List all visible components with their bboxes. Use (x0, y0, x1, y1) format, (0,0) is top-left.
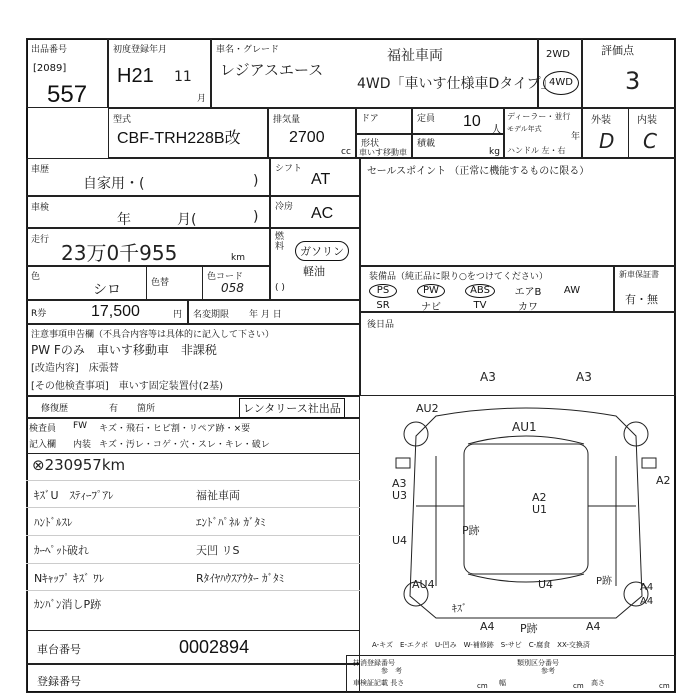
mark-a3u3: A3 U3 (392, 477, 408, 502)
equip-ps: PS (369, 284, 397, 298)
model-year-unit: 年 (571, 132, 581, 142)
rule-line (26, 507, 360, 508)
inspection-row (26, 196, 270, 228)
mark-a3-top: A3 (480, 370, 496, 384)
name-change-value: 年 月 日 (249, 310, 282, 320)
size-label: 車検証記載 長さ (353, 679, 405, 687)
diagram-legend: A-キズ E-エクボ U-凹み W-補修跡 S-サビ C-腐食 XX-交換済 (372, 641, 590, 649)
reg-number-label: 登録番号 (37, 675, 81, 688)
equip-abs: ABS (465, 284, 495, 298)
repair-value: 有 (109, 404, 119, 414)
hand-mileage: ⊗230957km (32, 456, 126, 474)
chassis-row (26, 630, 360, 664)
dealer-box (504, 108, 582, 158)
exterior-label: 外装 (591, 115, 611, 126)
handle-label: ハンドル 左・右 (507, 146, 566, 155)
repair-row (26, 396, 360, 418)
dealer-label: ディーラー・並行 (507, 112, 571, 121)
fuel-diesel: 軽油 (303, 265, 325, 278)
equip-tv: TV (473, 300, 487, 311)
capacity-value: 10 (463, 113, 481, 130)
sales-point-box (360, 158, 676, 266)
drive-2wd: 2WD (546, 49, 570, 60)
drive-box (538, 38, 582, 108)
new-reg-label: 類別区分番号 (517, 659, 559, 667)
ac-box (270, 196, 360, 228)
size-cm-3: cm (659, 682, 670, 690)
mark-p-mid: P跡 (462, 524, 480, 537)
rule-line (26, 535, 360, 536)
interior-value: C (643, 129, 657, 153)
history-row (26, 158, 270, 196)
history-value: 自家用・( (83, 176, 145, 192)
history-close: ) (253, 173, 259, 189)
mark-kizu: ｷｽﾞ (452, 604, 467, 615)
equip-airbag: エアB (514, 287, 542, 298)
history-label: 車歴 (31, 165, 50, 175)
score-label: 評価点 (601, 44, 634, 57)
mark-a3-top2: A3 (576, 370, 592, 384)
mileage-value: 23万0千955 (61, 241, 178, 265)
rule-line (26, 590, 360, 591)
displacement-label: 排気量 (273, 115, 301, 125)
hand-note-1: ｷｽﾞU ｽﾃｨｰﾌﾟｱﾚ (34, 489, 114, 502)
reg-month-unit: 月 (197, 94, 207, 104)
color-value: シロ (93, 282, 121, 298)
mark-au1: AU1 (512, 420, 537, 434)
footer-right (346, 655, 676, 693)
reg-month: 11 (174, 69, 192, 85)
fuel-gasoline: ガソリン (295, 241, 349, 261)
color-divider-2 (202, 266, 203, 300)
size-cm-2: cm (573, 682, 584, 690)
registration-box (108, 38, 211, 108)
notes-line2: [改造内容] 床張替 (31, 363, 119, 374)
equip-aw: AW (563, 285, 581, 296)
capacity-box (412, 108, 504, 134)
rental-stamp: レンタリース社出品 (239, 398, 345, 418)
ext-int-divider (628, 108, 629, 158)
hand-note-4: Nｷｬｯﾌﾟ ｷｽﾞ ﾜﾚ (34, 572, 105, 585)
load-label: 積載 (417, 139, 436, 149)
inspector-label1: 検査員 (29, 424, 57, 434)
mark-a2-right: A2 (656, 474, 671, 487)
exterior-value: D (599, 129, 615, 153)
displacement-value: 2700 (289, 129, 325, 146)
model-box (108, 108, 268, 158)
mark-au4: AU4 (412, 578, 435, 591)
equip-sr: SR (376, 300, 390, 311)
displacement-box (268, 108, 356, 158)
hand-note-r4: Rﾀｲﾔﾊｳｽｱｳﾀｰ ｶﾞﾀﾐ (196, 572, 285, 585)
name-change-row (188, 300, 360, 324)
fuel-box (270, 228, 360, 300)
rule-line (26, 563, 360, 564)
shape-label: 形状 (361, 139, 380, 149)
model-value: CBF-TRH228B改 (117, 130, 241, 147)
shift-value: AT (311, 171, 331, 188)
grade-line1: 福祉車両 (387, 48, 443, 64)
name-label: 車名・グレード (216, 45, 280, 55)
mark-u4-left: U4 (392, 534, 408, 547)
score-box (582, 38, 676, 108)
equip-navi: ナビ (421, 302, 441, 313)
newcar-box (614, 266, 676, 312)
car-name: レジアスエース (220, 61, 324, 79)
notes-box (26, 324, 360, 396)
inspection-month: 月( (177, 212, 197, 228)
mark-au2: AU2 (416, 402, 439, 415)
inspector-label2: 記入欄 (29, 440, 57, 450)
grade-line2: 4WD「車いす仕様車Dタイプ」 (357, 76, 555, 92)
rule-line (26, 480, 360, 481)
hand-note-3: ｶｰﾍﾟｯﾄ破れ (34, 544, 89, 557)
notes-line3: [その他検査事項] 車いす固定装置付(2基) (31, 381, 223, 392)
color-divider (146, 266, 147, 300)
chassis-label: 車台番号 (37, 643, 81, 656)
inspector-fw: FW (73, 421, 88, 431)
equipment-box (360, 266, 614, 312)
mileage-unit: km (231, 253, 245, 263)
mark-u4-bottom: U4 (538, 578, 554, 591)
reg-number-row (26, 664, 360, 693)
mark-a4-bottom: A4 (480, 620, 495, 633)
eval-label2: 参 考 (381, 667, 402, 675)
r-label: R券 (31, 309, 47, 319)
capacity-unit: 人 (491, 123, 502, 136)
mileage-row (26, 228, 270, 266)
equipment-row2 (369, 298, 547, 313)
color-label: 色 (31, 272, 41, 282)
kg-label: kg (489, 147, 500, 157)
hand-note-r2: ｴﾝﾄﾞﾊﾟﾈﾙ ｶﾞﾀﾐ (196, 516, 266, 529)
capacity-label: 定員 (417, 114, 436, 124)
equip-leather: カワ (518, 302, 538, 313)
yen-label: 円 (173, 310, 183, 320)
mileage-label: 走行 (31, 235, 50, 245)
color-code-label: 色コード (207, 272, 244, 282)
model-year-label: モデル年式 (507, 125, 542, 133)
shift-box (270, 158, 360, 196)
repair-label: 修復歴 (41, 404, 69, 414)
load-box (412, 134, 504, 158)
r-value: 17,500 (91, 303, 140, 320)
car-name-box (211, 38, 555, 108)
width-label: 幅 (499, 679, 506, 687)
ac-label: 冷房 (275, 202, 294, 212)
hand-note-r3: 天凹 リS (196, 544, 240, 557)
inspection-close: ) (253, 209, 259, 225)
shape-value: 車いす移動車 (359, 148, 407, 157)
equipment-row1 (369, 283, 587, 298)
notes-line1: PW Fのみ 車いす移動車 非課税 (31, 343, 217, 357)
repair-unit: 箇所 (137, 404, 156, 414)
mark-a4-bot2: A4 (586, 620, 601, 633)
inspector-fw-items: キズ・飛石・ヒビ割・リペア跡・×要 (99, 424, 251, 434)
fuel-paren: ( ) (275, 283, 285, 293)
fuel-label: 燃料 (275, 232, 285, 252)
reg-label: 初度登録年月 (113, 45, 168, 55)
shift-label: シフト (275, 164, 303, 174)
equipment-title: 装備品（純正品に限り○をつけてください） (369, 272, 548, 282)
name-change-label: 名変期限 (193, 310, 230, 320)
hand-note-5: ｶﾝﾊﾞﾝ消しP跡 (34, 598, 102, 611)
inspector-inner: 内装 (73, 440, 92, 450)
score-value: 3 (625, 67, 641, 95)
inspection-year: 年 (117, 212, 131, 228)
shape-box (356, 134, 412, 158)
mark-p-bottom: P跡 (520, 622, 538, 635)
lot-number: 557 (47, 81, 88, 108)
lot-label: 出品番号 (31, 45, 68, 55)
hand-note-2: ﾊﾝﾄﾞﾙｽﾚ (34, 516, 73, 529)
notes-label: 注意事項申告欄（不具合内容等は具体的に記入して下さい） (31, 330, 275, 340)
new-reg-label2: 参考 (541, 667, 555, 675)
inspection-label: 車検 (31, 203, 50, 213)
back-seat-label: 後日品 (367, 320, 395, 330)
model-label: 型式 (113, 115, 132, 125)
lot-number-box (26, 38, 108, 108)
inspector-box (26, 418, 360, 454)
mark-p-right: P跡 (596, 576, 613, 587)
size-cm-1: cm (477, 682, 488, 690)
mark-a4-right2: A4 (640, 596, 654, 607)
mark-a2u1: A2 U1 (532, 491, 548, 516)
hand-note-r1: 福祉車両 (196, 489, 240, 502)
inspector-inner-items: キズ・汚レ・コゲ・穴・スレ・キレ・破レ (99, 440, 270, 450)
door-label: ドア (361, 114, 379, 124)
drive-4wd: 4WD (543, 71, 579, 95)
interior-label: 内装 (637, 115, 657, 126)
color-row (26, 266, 270, 300)
lot-sub: [2089] (33, 63, 67, 74)
newcar-value: 有・無 (625, 293, 658, 306)
newcar-label: 新車保証書 (619, 270, 659, 279)
equip-pw: PW (417, 284, 445, 298)
reg-year: H21 (117, 65, 154, 87)
eval-label: 抹消登録番号 (353, 659, 395, 667)
height-label: 高さ (591, 679, 605, 687)
sales-title: セールスポイント （正常に機能するものに限る） (367, 166, 590, 177)
r-row (26, 300, 188, 324)
chassis-value: 0002894 (179, 637, 250, 657)
color-exchange-label: 色替 (151, 278, 170, 288)
back-seat-box (360, 312, 676, 396)
ac-value: AC (311, 205, 334, 222)
mark-a4-right: A4 (640, 582, 654, 593)
ext-int-box (582, 108, 676, 158)
door-box (356, 108, 412, 134)
color-code-value: 058 (221, 281, 244, 295)
cc-label: cc (341, 147, 351, 157)
